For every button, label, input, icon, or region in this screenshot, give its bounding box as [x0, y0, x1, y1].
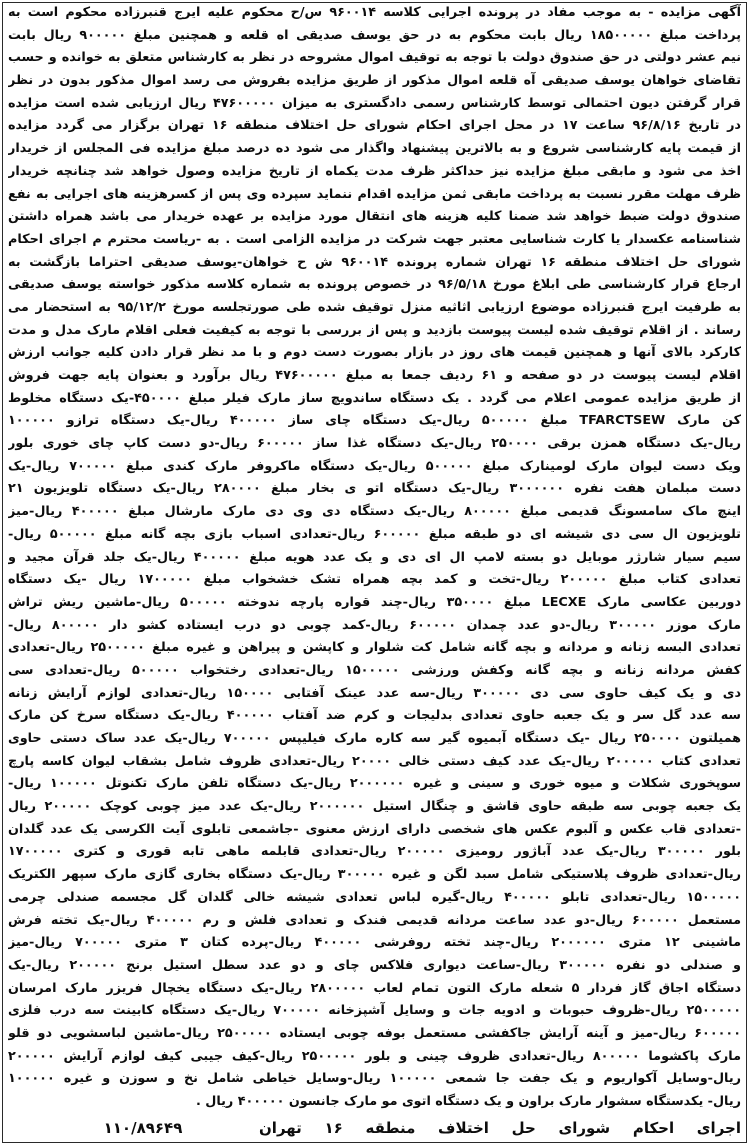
notice-line: و صندلی دو نفره ۳۰۰۰۰۰ ریال-ساعت دیواری فلاکس چای و دو عدد سطل استیل برنج ۲۰۰۰۰۰ ریال-یک — [8, 957, 741, 973]
notice-line: ۱۵۰۰۰۰۰ ریال-تعدادی تابلو ۴۰۰۰۰۰ ریال-گیره لباس تعدادی شیشه خالی گلدان گل مجسمه صندلی چرمی — [8, 889, 741, 905]
notice-line: از طریق مزایده عمومی اعلام می گردد . یک دستگاه ساندویچ ساز مارک فیلر مبلغ ۴۵۰۰۰۰-یک دستگاه مخلوط — [8, 390, 741, 406]
notice-line: دی و یک کیف حاوی سی دی ۳۰۰۰۰۰ ریال-سه عدد عینک آفتابی ۱۵۰۰۰۰ ریال-تعدادی لوازم آرایش زنانه — [8, 685, 741, 701]
notice-line: در تاریخ ۹۶/۸/۱۶ ساعت ۱۷ در محل اجرای احکام شورای حل اختلاف منطقه ۱۶ تهران برگزار می گردد مزایده — [8, 118, 741, 134]
notice-line: اخذ می شود و مابقی مبلغ مزایده نیز حداکثر ظرف مدت یکماه از تاریخ مزایده وصول خواهد شد چنانچه خریدار — [8, 163, 741, 179]
notice-line: قرار گرفتن دیون احتمالی توسط کارشناس رسمی دادگستری به میزان ۴۷۶۰۰۰۰۰ ریال ارزیابی شده است مزایده — [8, 95, 741, 111]
notice-footer — [8, 1117, 741, 1139]
notice-line — [8, 2, 741, 25]
notice-line: شناسنامه عکسدار یا کارت شناسایی معتبر جهت شرکت در مزایده الزامی است . به -ریاست محترم م اجرای احکام — [8, 231, 741, 247]
notice-body — [8, 2, 741, 1114]
notice-line: کن مارک TFARCTSEW مبلغ ۵۰۰۰۰۰ ریال-یک دستگاه چای ساز ۴۰۰۰۰۰ ریال-یک دستگاه ترازو ۱۰۰۰۰۰ — [8, 413, 741, 429]
notice-line: ریال-تعدادی ظروف پلاستیکی شامل سبد لگن و غیره ۳۰۰۰۰۰ ریال-یک دستگاه بخاری گازی مارک سپهر الکتریک — [8, 867, 741, 883]
notice-line: تلویزیون ال سی دی شیشه ای دو طبقه مبلغ ۶۰۰۰۰۰ ریال-تعدادی اسباب بازی بچه گانه مبلغ ۵۰۰۰۰۰ ریال- — [8, 526, 741, 542]
notice-line: رساند . از اقلام توقیف شده لیست پیوست بازدید و پس از بررسی با توجه به کیفیت فعلی اقلام مارک مدل و مدت — [8, 322, 741, 338]
notice-line: تعدادی کتاب ۲۰۰۰۰۰ ریال-یک عدد کیف دستی خالی ۲۰۰۰۰ ریال-تعدادی ظروف شامل بشقاب لیوان کاسه پارچ — [8, 753, 741, 769]
notice-line: اقلام لیست پیوست در دو صفحه و ۶۱ ردیف جمعا به مبلغ ۴۷۶۰۰۰۰۰ ریال برآورد و بعنوان پایه جهت فروش — [8, 368, 741, 383]
notice-line: همیلتون ۲۵۰۰۰۰ ریال -یک دستگاه آبمیوه گیر سه کاره مارک فیلیپس ۷۰۰۰۰۰ ریال-یک عدد ساک دستی حاوی — [8, 731, 741, 746]
notice-line: بلور ۳۰۰۰۰۰ ریال-یک عدد آباژور رومیزی ۲۰۰۰۰۰ ریال-تعدادی قابلمه ماهی تابه قوری و کتری ۱۷۰۰۰۰۰ — [8, 844, 741, 860]
notice-line: دستگاه اجاق گاز فردار ۵ شعله مارک التون تمام لعاب ۲۸۰۰۰۰۰ ریال-یک دستگاه یخچال فریزر مارک امرسان — [8, 980, 741, 996]
notice-line: از قیمت پایه کارشناسی شروع و به بالاترین پیشنهاد واگذار می شود ده درصد مبلغ مزایده فی المجلس از خریدار — [8, 141, 741, 157]
notice-line-text: - به موجب مفاد در پرونده اجرایی کلاسه ۹۶۰۰۱۴ س/ح محکوم علیه ایرج قنبرزاده محکوم است به — [8, 5, 654, 20]
notice-title: آگهی مزایده — [660, 5, 741, 20]
notice-line: ۲۵۰۰۰۰۰ ریال-ظروف حبوبات و ادویه جات و وسایل آشپزخانه ۷۰۰۰۰۰ ریال-یک دستگاه کابینت سه درب فلزی — [8, 1003, 741, 1019]
notice-line: -تعدادی قاب عکس و آلبوم عکس های شخصی دارای ارزش معنوی -جاشمعی تابلوی آیت الکرسی یک عدد گلدان — [8, 821, 741, 837]
notice-line: ظرف مهلت مقرر نسبت به پرداخت مابقی ثمن مزایده اقدام ننماید سپرده وی پس از کسرهزینه های اجرایی به نفع — [8, 186, 741, 202]
notice-line: ارجاع قرار کارشناسی طی ابلاغ مورخ ۹۶/۵/۱۸ در خصوص پرونده به شماره کلاسه مذکور خواسته یوسف صدیقی — [8, 277, 741, 293]
notice-line: ریال- یکدستگاه سشوار مارک براون و یک دستگاه اتوی مو مارک جانسون ۴۰۰۰۰۰ ریال . — [195, 1094, 741, 1109]
notice-line: پرداخت مبلغ ۱۸۵۰۰۰۰۰ ریال بابت محکوم به در حق یوسف صدیقی اه قلعه و همچنین مبلغ ۹۰۰۰۰۰ ریال بابت — [8, 27, 741, 43]
notice-line: دست مبلمان هفت نفره ۳۰۰۰۰۰۰ ریال-یک دستگاه اتو ی بخار مبلغ ۲۸۰۰۰۰ ریال-یک دستگاه تلویزیون ۲۱ — [8, 481, 741, 497]
notice-line: تقاضای خواهان یوسف صدیقی آه قلعه اموال مذکور از طریق مزایده بفروش می رسد اموال مذکور بدون در نظر — [8, 73, 741, 89]
notice-line: شورای حل اختلاف منطقه ۱۶ تهران شماره پرونده ۹۶۰۰۱۴ ش ح خواهان-یوسف صدیقی احتراما بازگشت به — [8, 254, 741, 270]
notice-line: مستعمل ۶۰۰۰۰۰ ریال-دو عدد ساعت مردانه قدیمی فندک و تعدادی فلش و رم ۴۰۰۰۰۰ ریال-یک تخته فرش — [8, 912, 741, 928]
notice-line: صندوق دولت ضبط خواهد شد ضمنا کلیه هزینه های انتقال مورد مزایده بر عهده خریدار می باشد همراه داشتن — [8, 209, 741, 225]
notice-line: سیم سیار شارژر موبایل دو بسته لامپ ال ای دی و یک عدد هویه مبلغ ۴۰۰۰۰۰ ریال-یک جلد قرآن مجید و — [8, 549, 741, 565]
notice-line: اینچ ماک سامسونگ قدیمی مبلغ ۸۰۰۰۰۰ ریال-یک دستگاه دی وی دی مارک مارشال مبلغ ۴۰۰۰۰۰ ریال-میز — [8, 504, 741, 520]
notice-line: مارک موزر ۳۰۰۰۰۰ ریال-دو عدد چمدان ۶۰۰۰۰۰ ریال-کمد چوبی دو درب ایستاده کشو دار ۸۰۰۰۰۰ ریال- — [8, 617, 741, 633]
notice-line: ریال-وسایل آکواریوم و یک جفت جا شمعی ۱۰۰۰۰۰ ریال-وسایل خیاطی شامل نخ و سوزن و غیره ۱۰۰۰۰۰ — [8, 1071, 741, 1087]
notice-line: سه عدد گل سر و یک جعبه حاوی تعدادی بدلیجات و کرم ضد آفتاب ۴۰۰۰۰۰ ریال-یک دستگاه سرخ کن مارک — [8, 708, 741, 724]
notice-code: ۱۱۰/۸۹۶۴۹ — [103, 1119, 183, 1137]
notice-line: کارکرد بالای آنها و همچنین قیمت های روز در بازار بصورت دست دوم و با مد نظر قرار دادن کلیه جوانب ارزش — [8, 345, 741, 361]
notice-line: ماشینی ۱۲ متری ۲۰۰۰۰۰۰ ریال-چند تخته روفرشی ۴۰۰۰۰۰ ریال-پرده کتان ۳ متری ۷۰۰۰۰۰ ریال-میز — [8, 935, 741, 951]
notice-line: سوپخوری شکلات و میوه خوری و سینی و غیره ۲۰۰۰۰۰۰ ریال-یک دستگاه تلفن مارک تکنوتل ۱۰۰۰۰۰ ریال- — [8, 776, 741, 792]
notice-line: مارک پاکشوما ۸۰۰۰۰۰ ریال-تعدادی ظروف چینی و بلور ۲۵۰۰۰۰۰ ریال-کیف جیبی کیف لوازم آرایش ۲۰۰۰۰۰ — [8, 1048, 741, 1064]
notice-line: به طرفیت ایرج قنبرزاده موضوع ارزیابی اثاثیه منزل توقیف شده طی صورتجلسه مورخ ۹۵/۱۲/۲ به استحضار می — [8, 299, 741, 315]
notice-line: تعدادی کتاب مبلغ ۲۰۰۰۰۰ ریال-تخت و کمد بچه همراه تشک خشخواب مبلغ ۱۷۰۰۰۰۰ ریال -یک دستگاه — [8, 572, 741, 588]
notice-line: دوربین عکاسی مارک LECXE مبلغ ۳۵۰۰۰۰ ریال-چند قواره پارچه ندوخته ۵۰۰۰۰۰ ریال-ماشین ریش تراش — [8, 594, 741, 610]
notice-line: ویک دست لیوان مارک لومینارک مبلغ ۵۰۰۰۰۰ ریال-یک دستگاه ماکروفر مارک کندی مبلغ ۷۰۰۰۰۰ ریال-یک — [8, 458, 741, 474]
notice-line: نیم عشر دولتی در حق صندوق دولت با توجه به توقیف اموال مشروحه در نظر به کارشناس متعلق به خوانده و حسب — [8, 50, 741, 66]
notice-line: ۶۰۰۰۰۰ ریال-میز و آینه آرایش جاکفشی مستعمل بوفه چوبی ایستاده ۲۵۰۰۰۰۰ ریال-ماشین لباسشویی دو قلو — [8, 1025, 741, 1041]
notice-line: یک جعبه چوبی سه طبقه حاوی قاشق و چنگال استیل ۲۰۰۰۰۰۰ ریال-یک عدد میز چوبی کوچک ۲۰۰۰۰۰ ریال — [8, 799, 741, 815]
notice-line: ریال-یک دستگاه همزن برقی ۲۵۰۰۰۰ ریال-یک دستگاه غذا ساز ۶۰۰۰۰۰ ریال-دو دست کاپ چای خوری بلور — [8, 436, 741, 452]
notice-line: تعدادی البسه زنانه و مردانه و بچه گانه شامل کت شلوار و کاپشن و پیراهن و غیره مبلغ ۲۵۰۰۰۰۰ ریال-تعدادی — [8, 640, 741, 656]
issuer-signature: اجرای احکام شورای حل اختلاف منطقه ۱۶ تهران — [259, 1119, 741, 1137]
notice-line: کفش مردانه زنانه و بچه گانه وکفش ورزشی ۱۵۰۰۰۰۰ ریال-تعدادی رختخواب ۵۰۰۰۰۰ ریال-تعدادی سی — [8, 662, 741, 678]
